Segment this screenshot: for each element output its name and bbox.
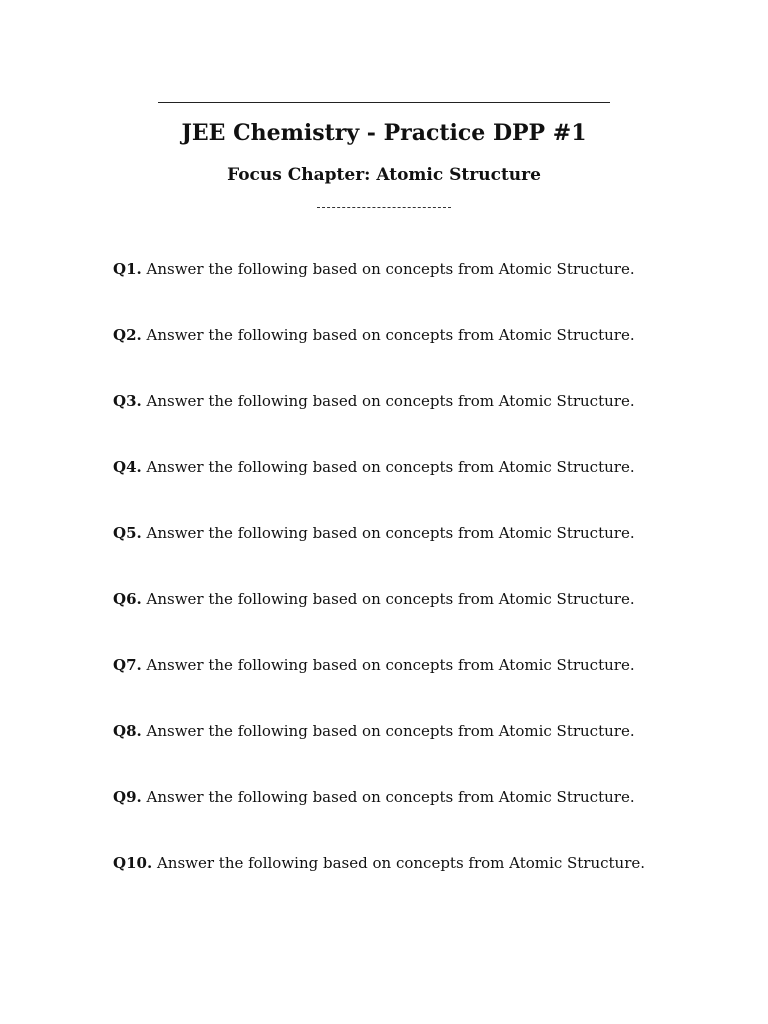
question-text: Answer the following based on concepts from Atomic Structure. <box>146 326 635 344</box>
question-number: Q4. <box>113 458 142 476</box>
page-subtitle: Focus Chapter: Atomic Structure <box>227 165 541 185</box>
question-text: Answer the following based on concepts from Atomic Structure. <box>146 590 635 608</box>
question-text: Answer the following based on concepts from Atomic Structure. <box>146 656 635 674</box>
question-list <box>113 255 733 915</box>
question-item <box>113 387 733 453</box>
page-title: JEE Chemistry - Practice DPP #1 <box>181 120 587 146</box>
question-text: Answer the following based on concepts from Atomic Structure. <box>146 788 635 806</box>
question-number: Q10. <box>113 854 153 872</box>
question-text: Answer the following based on concepts from Atomic Structure. <box>156 854 646 872</box>
question-number: Q7. <box>113 656 142 674</box>
question-item <box>113 519 733 585</box>
question-item <box>113 783 733 849</box>
question-text: Answer the following based on concepts from Atomic Structure. <box>146 524 635 542</box>
question-text: Answer the following based on concepts from Atomic Structure. <box>146 722 635 740</box>
question-item <box>113 717 733 783</box>
question-text: Answer the following based on concepts from Atomic Structure. <box>146 458 635 476</box>
top-divider <box>158 102 610 103</box>
question-text: Answer the following based on concepts from Atomic Structure. <box>146 260 635 278</box>
question-number: Q3. <box>113 392 142 410</box>
subtitle-divider <box>317 207 451 208</box>
question-number: Q5. <box>113 524 142 542</box>
question-number: Q8. <box>113 722 142 740</box>
question-item <box>113 651 733 717</box>
question-number: Q1. <box>113 260 142 278</box>
question-number: Q6. <box>113 590 142 608</box>
question-item <box>113 849 733 915</box>
question-item <box>113 255 733 321</box>
question-text: Answer the following based on concepts from Atomic Structure. <box>146 392 635 410</box>
question-item <box>113 321 733 387</box>
question-item <box>113 585 733 651</box>
question-item <box>113 453 733 519</box>
question-number: Q2. <box>113 326 142 344</box>
question-number: Q9. <box>113 788 142 806</box>
